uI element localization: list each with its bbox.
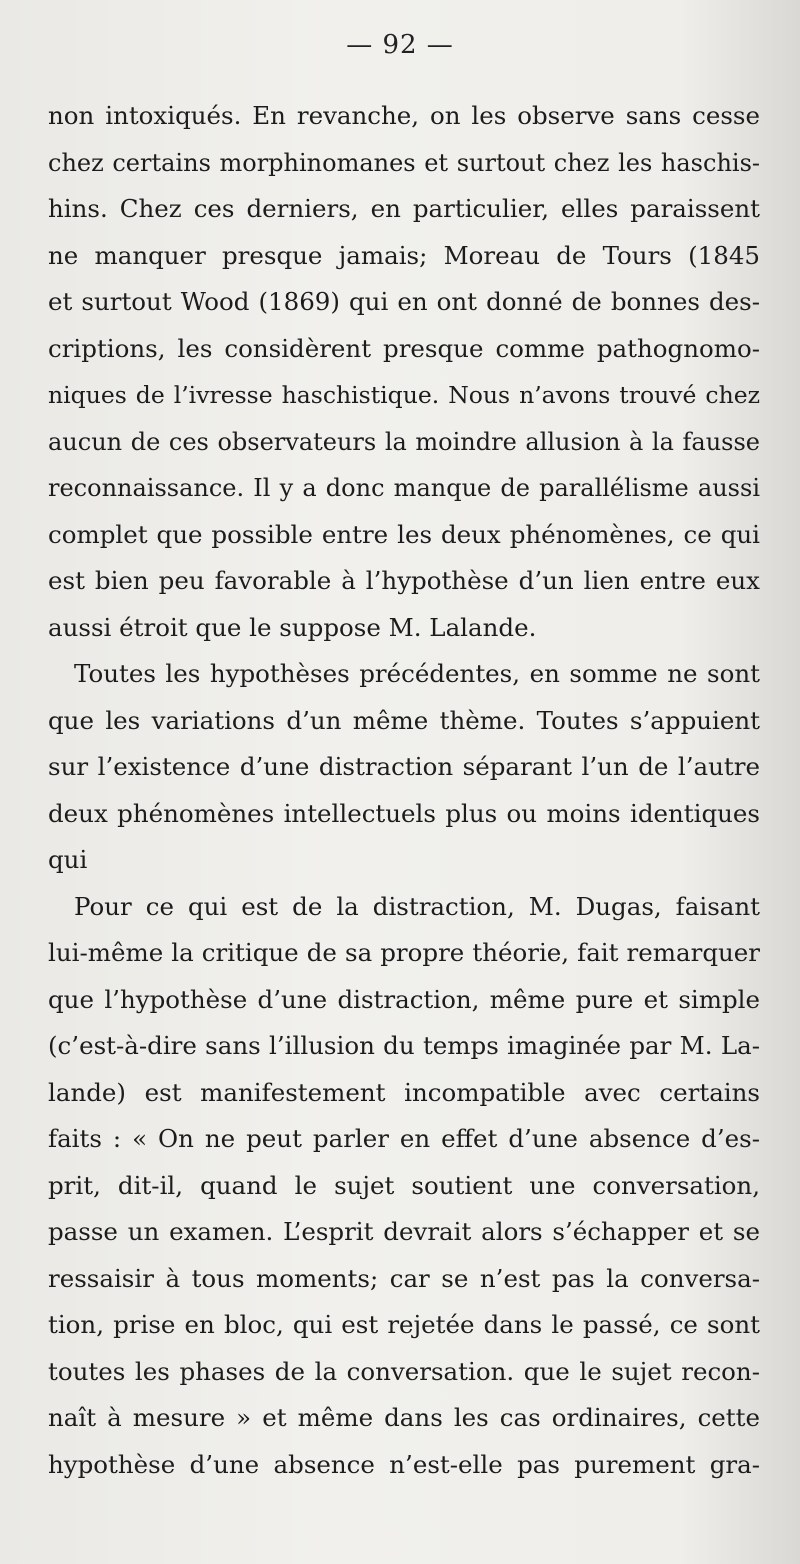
body-text bbox=[48, 93, 760, 1488]
text-line: Pour ce qui est de la distraction, M. Dugas, faisant bbox=[74, 891, 760, 921]
text-line: qui bbox=[48, 845, 88, 874]
text-line: que l’hypothèse d’une distraction, même pure et simple bbox=[48, 984, 760, 1014]
text-line: chez certains morphinomanes et surtout chez les haschis- bbox=[48, 148, 760, 177]
text-line: niques de l’ivresse haschistique. Nous n’avons trouvé chez bbox=[48, 381, 760, 409]
text-line: lande) est manifestement incompatible avec certains bbox=[48, 1077, 760, 1107]
text-line: et surtout Wood (1869) qui en ont donné de bonnes des- bbox=[48, 287, 760, 316]
text-line: Toutes les hypothèses précédentes, en somme ne sont bbox=[74, 659, 760, 688]
text-line: ressaisir à tous moments; car se n’est pas la conversa- bbox=[48, 1263, 760, 1293]
text-line: toutes les phases de la conversation. que le sujet recon- bbox=[48, 1356, 760, 1386]
text-line: deux phénomènes intellectuels plus ou moins identiques bbox=[48, 798, 760, 828]
text-line: naît à mesure » et même dans les cas ordinaires, cette bbox=[48, 1403, 760, 1432]
text-line: ne manquer presque jamais; Moreau de Tours (1845 bbox=[48, 240, 760, 270]
text-line: tion, prise en bloc, qui est rejetée dans le passé, ce sont bbox=[48, 1310, 760, 1339]
text-line: sur l’existence d’une distraction séparant l’un de l’autre bbox=[48, 752, 760, 781]
text-line: hins. Chez ces derniers, en particulier, elles paraissent bbox=[48, 194, 760, 223]
text-line: complet que possible entre les deux phénomènes, ce qui bbox=[48, 519, 760, 549]
text-line: faits : « On ne peut parler en effet d’une absence d’es- bbox=[48, 1124, 760, 1153]
text-line: hypothèse d’une absence n’est-elle pas purement gra- bbox=[48, 1449, 760, 1479]
text-line: (c’est-à-dire sans l’illusion du temps imaginée par M. La- bbox=[48, 1031, 760, 1060]
page-number: — 92 — bbox=[346, 30, 454, 60]
text-line: lui-même la critique de sa propre théorie, fait remarquer bbox=[48, 938, 760, 967]
text-line: non intoxiqués. En revanche, on les observe sans cesse bbox=[48, 101, 760, 130]
text-line: aucun de ces observateurs la moindre allusion à la fausse bbox=[48, 427, 760, 456]
text-line: criptions, les considèrent presque comme pathognomo- bbox=[48, 333, 760, 363]
text-line: aussi étroit que le suppose M. Lalande. bbox=[48, 612, 537, 642]
text-line: reconnaissance. Il y a donc manque de parallélisme aussi bbox=[48, 474, 760, 502]
text-line: est bien peu favorable à l’hypothèse d’un lien entre eux bbox=[48, 566, 760, 595]
text-line: passe un examen. L’esprit devrait alors s’échapper et se bbox=[48, 1217, 760, 1246]
text-line: que les variations d’un même thème. Toutes s’appuient bbox=[48, 705, 760, 735]
text-line: prit, dit-il, quand le sujet soutient une conversation, bbox=[48, 1170, 760, 1200]
